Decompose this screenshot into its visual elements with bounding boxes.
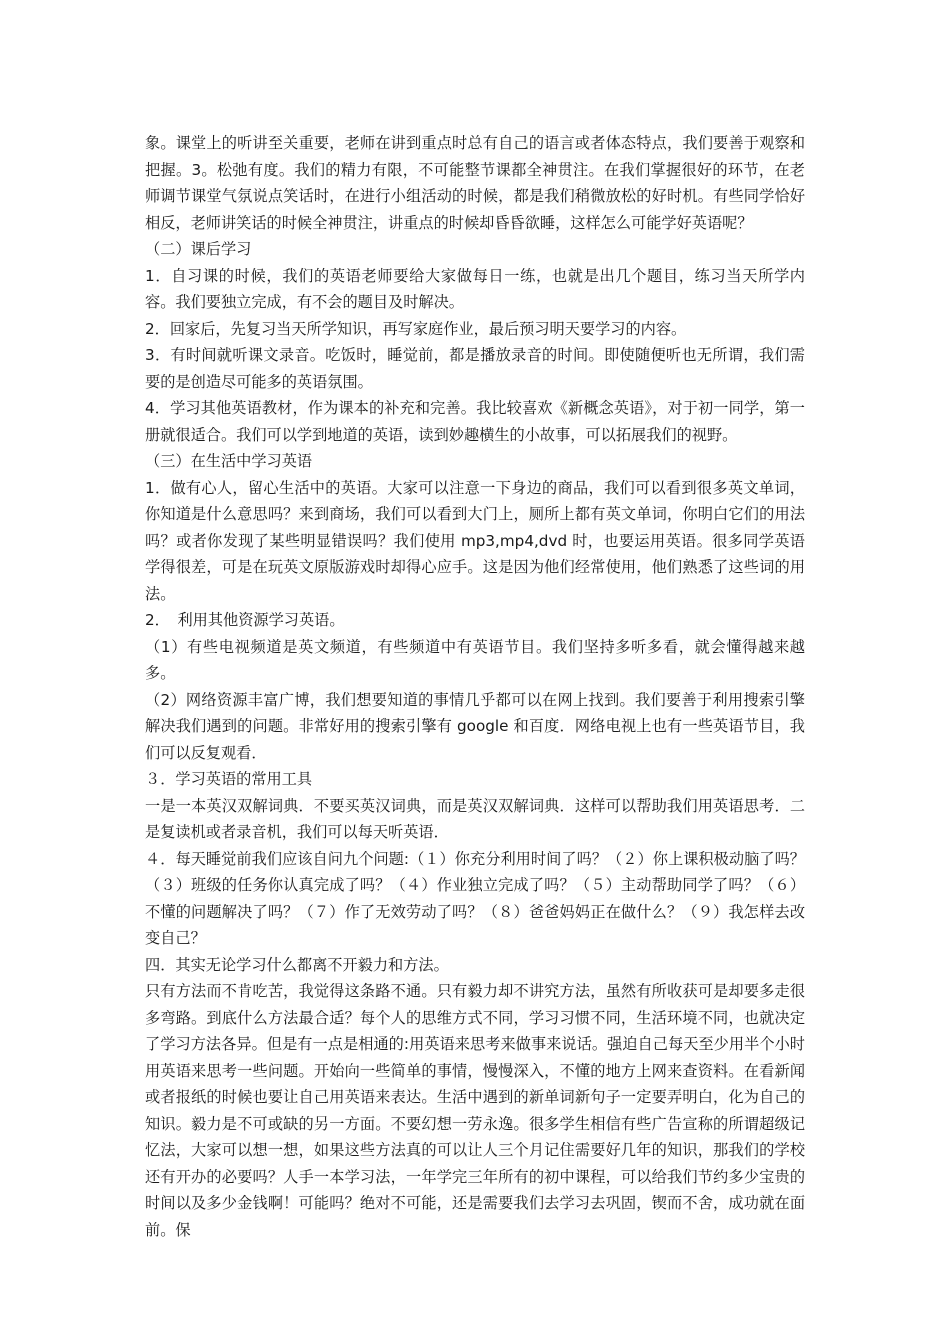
heading-after-class-study: （二）课后学习 bbox=[145, 240, 252, 258]
paragraph-internet-resources: （2）网络资源丰富广博，我们想要知道的事情几乎都可以在网上找到。我们要善于利用搜索引擎解决我们遇到的问题。非常好用的搜索引擎有 google 和百度．网络电视上也有一些英语节目，我们可以反复观看． bbox=[145, 690, 805, 762]
heading-perseverance-and-method: 四．其实无论学习什么都离不开毅力和方法。 bbox=[145, 955, 449, 974]
paragraph-nine-questions: ４．每天睡觉前我们应该自问九个问题:（１）你充分利用时间了吗？（２）你上课积极动脑了吗？（３）班级的任务你认真完成了吗？（４）作业独立完成了吗？（５）主动帮助同学了吗？（６）不懂的问题解决了吗？（７）作了无效劳动了吗？（８）爸爸妈妈正在做什么？（９）我怎样去改变自己？ bbox=[145, 849, 805, 947]
paragraph-life-2: 2． 利用其他资源学习英语。 bbox=[145, 611, 345, 629]
paragraph-after-class-1: 1．自习课的时候，我们的英语老师要给大家做每日一练，也就是出几个题目，练习当天所学内容。我们要独立完成，有不会的题目及时解决。 bbox=[145, 266, 805, 311]
paragraph-after-class-2: 2．回家后，先复习当天所学知识，再写家庭作业，最后预习明天要学习的内容。 bbox=[145, 319, 687, 338]
paragraph-perseverance: 只有方法而不肯吃苦，我觉得这条路不通。只有毅力却不讲究方法，虽然有所收获可是却要多走很多弯路。到底什么方法最合适？每个人的思维方式不同，学习习惯不同，生活环境不同，也就决定了学习方法各异。但是有一点是相通的:用英语来思考来做事来说话。强迫自己每天至少用半个小时用英语来思考一些问题。开始向一些简单的事情，慢慢深入，不懂的地方上网来查资料。在看新闻或者报纸的时候也要让自己用英语来表达。生活中遇到的新单词新句子一定要弄明白，化为自己的知识。毅力是不可或缺的另一方面。不要幻想一劳永逸。很多学生相信有些广告宣称的所谓超级记忆法，大家可以想一想，如果这些方法真的可以让人三个月记住需要好几年的知识，那我们的学校还有开办的必要吗？人手一本学习法，一年学完三年所有的初中课程，可以给我们节约多少宝贵的时间以及多少金钱啊！可能吗？绝对不可能，还是需要我们去学习去巩固，锲而不舍，成功就在面前。保 bbox=[145, 982, 805, 1239]
paragraph-after-class-4: 4．学习其他英语教材，作为课本的补充和完善。我比较喜欢《新概念英语》，对于初一同学，第一册就很适合。我们可以学到地道的英语，读到妙趣横生的小故事，可以拓展我们的视野。 bbox=[145, 399, 805, 444]
paragraph-after-class-3: 3．有时间就听课文录音。吃饭时，睡觉前，都是播放录音的时间。即使随便听也无所谓，我们需要的是创造尽可能多的英语氛围。 bbox=[145, 346, 805, 391]
document-body bbox=[145, 130, 805, 1243]
paragraph-tools: 一是一本英汉双解词典．不要买英汉词典，而是英汉双解词典．这样可以帮助我们用英语思考．二是复读机或者录音机，我们可以每天听英语． bbox=[145, 796, 805, 841]
heading-common-tools: ３．学习英语的常用工具 bbox=[145, 770, 313, 788]
paragraph-tv-channels: （1）有些电视频道是英文频道，有些频道中有英语节目。我们坚持多听多看，就会懂得越来越多。 bbox=[145, 637, 805, 682]
paragraph-classroom-listening: 象。课堂上的听讲至关重要，老师在讲到重点时总有自己的语言或者体态特点，我们要善于观察和把握。3。松弛有度。我们的精力有限，不可能整节课都全神贯注。在我们掌握很好的环节，在老师调节课堂气氛说点笑话时，在进行小组活动的时候，都是我们稍微放松的好时机。有些同学恰好相反，老师讲笑话的时候全神贯注，讲重点的时候却昏昏欲睡，这样怎么可能学好英语呢？ bbox=[145, 134, 805, 232]
heading-learning-in-life: （三）在生活中学习英语 bbox=[145, 452, 313, 470]
paragraph-life-1: 1．做有心人，留心生活中的英语。大家可以注意一下身边的商品，我们可以看到很多英文单词，你知道是什么意思吗？来到商场，我们可以看到大门上，厕所上都有英文单词，你明白它们的用法吗？或者你发现了某些明显错误吗？我们使用 mp3,mp4,dvd 时，也要运用英语。很多同学英语学得很差，可是在玩英文原版游戏时却得心应手。这是因为他们经常使用，他们熟悉了这些词的用法。 bbox=[145, 478, 805, 603]
